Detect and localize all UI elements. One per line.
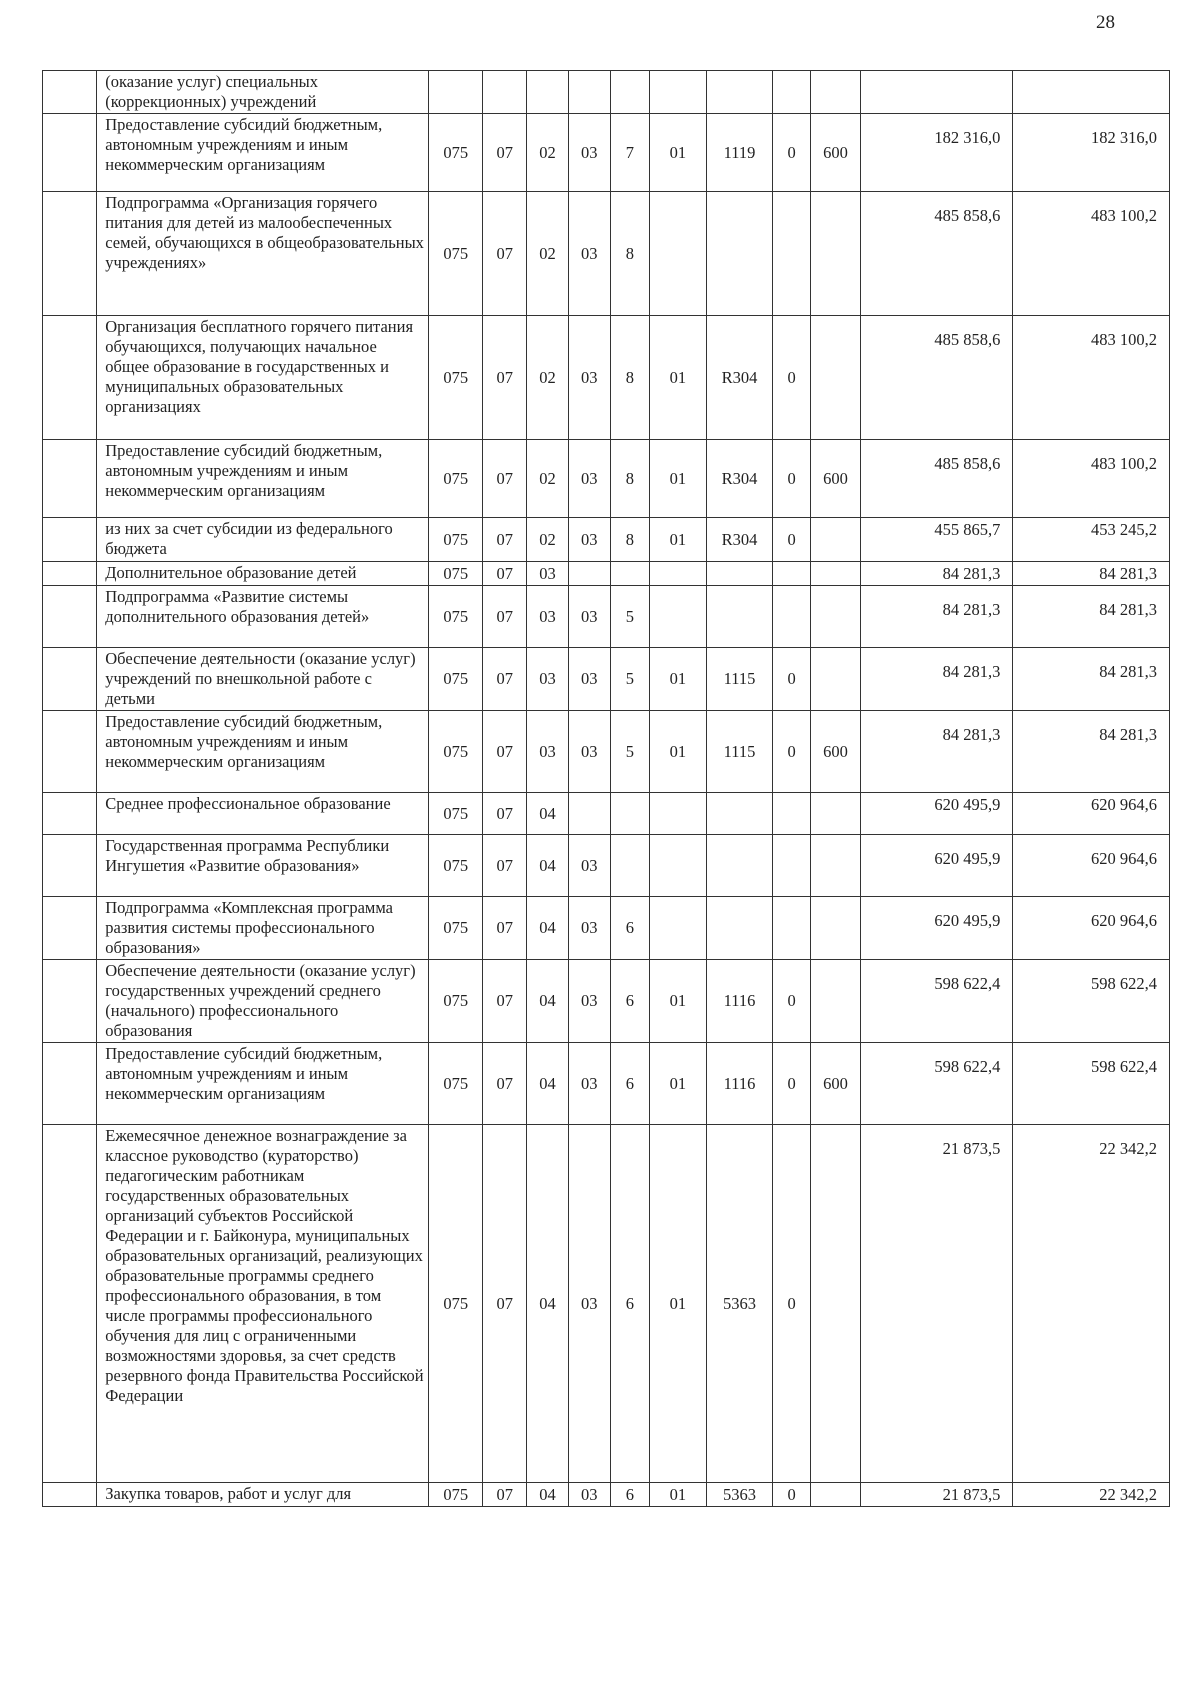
code-cell: R304 xyxy=(706,440,773,518)
amount-cell-1: 598 622,4 xyxy=(861,960,1013,1043)
code-cell: 07 xyxy=(483,711,527,793)
amount-cell-1: 620 495,9 xyxy=(861,897,1013,960)
amount-cell-1: 21 873,5 xyxy=(861,1125,1013,1483)
code-cell: 01 xyxy=(650,1043,706,1125)
table-row xyxy=(43,586,1170,648)
code-cell xyxy=(773,835,811,897)
amount-cell-2: 620 964,6 xyxy=(1013,793,1170,835)
item-name-cell: Организация бесплатного горячего питания обучающихся, получающих начальное общее образование в государственных и муниципальных образовательных организациях xyxy=(97,316,429,440)
code-cell xyxy=(773,71,811,114)
code-cell: 075 xyxy=(429,1043,483,1125)
code-cell: 6 xyxy=(610,897,650,960)
code-cell: 03 xyxy=(568,586,610,648)
amount-cell-1: 84 281,3 xyxy=(861,648,1013,711)
table-row xyxy=(43,562,1170,586)
amount-cell-2: 483 100,2 xyxy=(1013,192,1170,316)
code-cell: 03 xyxy=(568,192,610,316)
row-number-cell xyxy=(43,1483,97,1507)
code-cell: 075 xyxy=(429,114,483,192)
amount-cell-2 xyxy=(1013,71,1170,114)
code-cell: 03 xyxy=(568,835,610,897)
row-number-cell xyxy=(43,316,97,440)
code-cell: 5363 xyxy=(706,1125,773,1483)
code-cell: 03 xyxy=(568,518,610,562)
code-cell xyxy=(650,71,706,114)
code-cell xyxy=(568,562,610,586)
code-cell xyxy=(810,897,860,960)
item-name-cell: Предоставление субсидий бюджетным, автономным учреждениям и иным некоммерческим организациям xyxy=(97,711,429,793)
code-cell: 03 xyxy=(568,960,610,1043)
page-number: 28 xyxy=(1096,12,1115,33)
code-cell xyxy=(810,71,860,114)
code-cell xyxy=(810,648,860,711)
code-cell xyxy=(810,1483,860,1507)
code-cell xyxy=(706,562,773,586)
code-cell xyxy=(810,793,860,835)
code-cell: 03 xyxy=(568,114,610,192)
code-cell: 075 xyxy=(429,648,483,711)
code-cell: 075 xyxy=(429,586,483,648)
code-cell: 1115 xyxy=(706,648,773,711)
code-cell: 0 xyxy=(773,711,811,793)
amount-cell-1: 455 865,7 xyxy=(861,518,1013,562)
code-cell: 1119 xyxy=(706,114,773,192)
amount-cell-1 xyxy=(861,71,1013,114)
code-cell: 1115 xyxy=(706,711,773,793)
code-cell: 075 xyxy=(429,897,483,960)
amount-cell-2: 84 281,3 xyxy=(1013,586,1170,648)
code-cell: 0 xyxy=(773,316,811,440)
row-number-cell xyxy=(43,897,97,960)
item-name-cell: Ежемесячное денежное вознаграждение за классное руководство (кураторство) педагогическим работникам государственных образовательных организаций субъектов Российской Федерации и г. Байконура, муниципальных образовательных организаций, реализующих образовательные программы среднего профессионального образования, в том числе программы профессионального обучения для лиц с ограниченными возможностями здоровья, за счет средств резервного фонда Правительства Российской Федерации xyxy=(97,1125,429,1483)
code-cell xyxy=(810,518,860,562)
code-cell: 8 xyxy=(610,316,650,440)
code-cell xyxy=(706,71,773,114)
code-cell xyxy=(610,71,650,114)
row-number-cell xyxy=(43,711,97,793)
code-cell: 600 xyxy=(810,711,860,793)
code-cell: 075 xyxy=(429,793,483,835)
item-name-cell: Предоставление субсидий бюджетным, автономным учреждениям и иным некоммерческим организациям xyxy=(97,440,429,518)
code-cell xyxy=(810,586,860,648)
code-cell: 07 xyxy=(483,586,527,648)
row-number-cell xyxy=(43,71,97,114)
code-cell: 7 xyxy=(610,114,650,192)
code-cell: 03 xyxy=(568,897,610,960)
code-cell: 02 xyxy=(527,316,569,440)
item-name-cell: Дополнительное образование детей xyxy=(97,562,429,586)
code-cell: 02 xyxy=(527,440,569,518)
code-cell: 6 xyxy=(610,1125,650,1483)
code-cell: 0 xyxy=(773,1125,811,1483)
item-name-cell: Подпрограмма «Организация горячего питания для детей из малообеспеченных семей, обучающихся в общеобразовательных учреждениях» xyxy=(97,192,429,316)
code-cell: 1116 xyxy=(706,960,773,1043)
row-number-cell xyxy=(43,1125,97,1483)
amount-cell-2: 598 622,4 xyxy=(1013,1043,1170,1125)
amount-cell-2: 483 100,2 xyxy=(1013,316,1170,440)
table-row xyxy=(43,835,1170,897)
code-cell xyxy=(706,793,773,835)
amount-cell-2: 598 622,4 xyxy=(1013,960,1170,1043)
amount-cell-1: 485 858,6 xyxy=(861,440,1013,518)
code-cell: 02 xyxy=(527,192,569,316)
code-cell xyxy=(610,562,650,586)
table-row xyxy=(43,648,1170,711)
code-cell: 8 xyxy=(610,518,650,562)
amount-cell-2: 84 281,3 xyxy=(1013,562,1170,586)
row-number-cell xyxy=(43,1043,97,1125)
amount-cell-2: 84 281,3 xyxy=(1013,648,1170,711)
amount-cell-1: 84 281,3 xyxy=(861,586,1013,648)
item-name-cell: (оказание услуг) специальных (коррекционных) учреждений xyxy=(97,71,429,114)
code-cell: 04 xyxy=(527,1043,569,1125)
item-name-cell: Обеспечение деятельности (оказание услуг) государственных учреждений среднего (начального) профессионального образования xyxy=(97,960,429,1043)
code-cell: 01 xyxy=(650,440,706,518)
code-cell: 0 xyxy=(773,440,811,518)
code-cell: 5 xyxy=(610,586,650,648)
code-cell xyxy=(810,562,860,586)
item-name-cell: Предоставление субсидий бюджетным, автономным учреждениям и иным некоммерческим организациям xyxy=(97,1043,429,1125)
code-cell xyxy=(610,793,650,835)
amount-cell-2: 22 342,2 xyxy=(1013,1483,1170,1507)
row-number-cell xyxy=(43,648,97,711)
code-cell: 8 xyxy=(610,440,650,518)
code-cell: 075 xyxy=(429,835,483,897)
amount-cell-2: 453 245,2 xyxy=(1013,518,1170,562)
table-row xyxy=(43,793,1170,835)
row-number-cell xyxy=(43,192,97,316)
code-cell: 07 xyxy=(483,835,527,897)
amount-cell-2: 182 316,0 xyxy=(1013,114,1170,192)
code-cell: 075 xyxy=(429,192,483,316)
code-cell xyxy=(527,71,569,114)
row-number-cell xyxy=(43,960,97,1043)
code-cell: 01 xyxy=(650,316,706,440)
code-cell: 03 xyxy=(568,1483,610,1507)
table-row xyxy=(43,1125,1170,1483)
code-cell: 07 xyxy=(483,192,527,316)
code-cell: 0 xyxy=(773,114,811,192)
code-cell: 1116 xyxy=(706,1043,773,1125)
code-cell: 07 xyxy=(483,648,527,711)
code-cell: 03 xyxy=(568,316,610,440)
code-cell: 07 xyxy=(483,114,527,192)
item-name-cell: Государственная программа Республики Ингушетия «Развитие образования» xyxy=(97,835,429,897)
table-row xyxy=(43,518,1170,562)
code-cell: 07 xyxy=(483,897,527,960)
code-cell: 07 xyxy=(483,1483,527,1507)
code-cell: 01 xyxy=(650,960,706,1043)
code-cell: 07 xyxy=(483,793,527,835)
item-name-cell: Закупка товаров, работ и услуг для xyxy=(97,1483,429,1507)
amount-cell-1: 182 316,0 xyxy=(861,114,1013,192)
amount-cell-2: 84 281,3 xyxy=(1013,711,1170,793)
code-cell xyxy=(650,793,706,835)
amount-cell-1: 620 495,9 xyxy=(861,793,1013,835)
row-number-cell xyxy=(43,114,97,192)
code-cell: 0 xyxy=(773,1483,811,1507)
table-row xyxy=(43,711,1170,793)
code-cell: 8 xyxy=(610,192,650,316)
amount-cell-1: 84 281,3 xyxy=(861,711,1013,793)
table-row xyxy=(43,316,1170,440)
code-cell: 075 xyxy=(429,1483,483,1507)
code-cell: 600 xyxy=(810,440,860,518)
amount-cell-2: 483 100,2 xyxy=(1013,440,1170,518)
code-cell xyxy=(773,897,811,960)
code-cell: 03 xyxy=(527,586,569,648)
code-cell: 01 xyxy=(650,1483,706,1507)
table-row xyxy=(43,1483,1170,1507)
code-cell: 6 xyxy=(610,1043,650,1125)
code-cell: 03 xyxy=(568,1125,610,1483)
code-cell: 04 xyxy=(527,897,569,960)
code-cell xyxy=(810,835,860,897)
code-cell: 03 xyxy=(568,440,610,518)
code-cell xyxy=(429,71,483,114)
item-name-cell: Подпрограмма «Комплексная программа развития системы профессионального образования» xyxy=(97,897,429,960)
table-row xyxy=(43,440,1170,518)
code-cell xyxy=(706,192,773,316)
code-cell: 075 xyxy=(429,960,483,1043)
code-cell: 0 xyxy=(773,1043,811,1125)
code-cell xyxy=(568,71,610,114)
code-cell: 600 xyxy=(810,114,860,192)
code-cell xyxy=(773,192,811,316)
row-number-cell xyxy=(43,518,97,562)
code-cell: 07 xyxy=(483,1125,527,1483)
amount-cell-1: 485 858,6 xyxy=(861,192,1013,316)
code-cell: 5363 xyxy=(706,1483,773,1507)
code-cell xyxy=(706,835,773,897)
code-cell: 0 xyxy=(773,648,811,711)
budget-table xyxy=(42,70,1170,1507)
code-cell xyxy=(706,586,773,648)
code-cell: 01 xyxy=(650,1125,706,1483)
code-cell xyxy=(650,586,706,648)
code-cell: R304 xyxy=(706,518,773,562)
code-cell: 075 xyxy=(429,1125,483,1483)
code-cell: 0 xyxy=(773,960,811,1043)
code-cell: 01 xyxy=(650,518,706,562)
code-cell: 04 xyxy=(527,1483,569,1507)
code-cell xyxy=(810,316,860,440)
code-cell xyxy=(650,897,706,960)
code-cell: 01 xyxy=(650,711,706,793)
code-cell: 04 xyxy=(527,1125,569,1483)
code-cell xyxy=(810,960,860,1043)
code-cell: 03 xyxy=(568,1043,610,1125)
code-cell: 02 xyxy=(527,518,569,562)
row-number-cell xyxy=(43,440,97,518)
item-name-cell: Подпрограмма «Развитие системы дополнительного образования детей» xyxy=(97,586,429,648)
item-name-cell: из них за счет субсидии из федерального бюджета xyxy=(97,518,429,562)
code-cell: 5 xyxy=(610,711,650,793)
amount-cell-2: 620 964,6 xyxy=(1013,835,1170,897)
code-cell: 07 xyxy=(483,562,527,586)
code-cell xyxy=(810,1125,860,1483)
amount-cell-1: 620 495,9 xyxy=(861,835,1013,897)
code-cell: 04 xyxy=(527,793,569,835)
code-cell: 075 xyxy=(429,518,483,562)
amount-cell-2: 620 964,6 xyxy=(1013,897,1170,960)
code-cell xyxy=(610,835,650,897)
code-cell xyxy=(650,562,706,586)
code-cell: 07 xyxy=(483,316,527,440)
amount-cell-1: 84 281,3 xyxy=(861,562,1013,586)
amount-cell-1: 485 858,6 xyxy=(861,316,1013,440)
item-name-cell: Предоставление субсидий бюджетным, автономным учреждениям и иным некоммерческим организациям xyxy=(97,114,429,192)
code-cell xyxy=(810,192,860,316)
amount-cell-1: 598 622,4 xyxy=(861,1043,1013,1125)
row-number-cell xyxy=(43,793,97,835)
code-cell: 04 xyxy=(527,835,569,897)
code-cell xyxy=(773,562,811,586)
code-cell: 5 xyxy=(610,648,650,711)
table-row xyxy=(43,192,1170,316)
code-cell: 075 xyxy=(429,562,483,586)
code-cell: 07 xyxy=(483,518,527,562)
table-row xyxy=(43,960,1170,1043)
code-cell: 075 xyxy=(429,440,483,518)
code-cell xyxy=(568,793,610,835)
code-cell: 03 xyxy=(568,711,610,793)
code-cell xyxy=(483,71,527,114)
row-number-cell xyxy=(43,586,97,648)
code-cell: 03 xyxy=(527,562,569,586)
code-cell: 03 xyxy=(527,648,569,711)
code-cell: 07 xyxy=(483,440,527,518)
code-cell: 01 xyxy=(650,114,706,192)
table-row xyxy=(43,71,1170,114)
code-cell xyxy=(650,835,706,897)
code-cell: 04 xyxy=(527,960,569,1043)
code-cell xyxy=(773,586,811,648)
table-row xyxy=(43,1043,1170,1125)
table-row xyxy=(43,114,1170,192)
code-cell: 03 xyxy=(568,648,610,711)
table-row xyxy=(43,897,1170,960)
code-cell: 6 xyxy=(610,960,650,1043)
item-name-cell: Среднее профессиональное образование xyxy=(97,793,429,835)
code-cell: 6 xyxy=(610,1483,650,1507)
code-cell: 075 xyxy=(429,711,483,793)
code-cell: R304 xyxy=(706,316,773,440)
code-cell: 01 xyxy=(650,648,706,711)
code-cell: 0 xyxy=(773,518,811,562)
code-cell: 07 xyxy=(483,960,527,1043)
code-cell xyxy=(650,192,706,316)
row-number-cell xyxy=(43,562,97,586)
item-name-cell: Обеспечение деятельности (оказание услуг) учреждений по внешкольной работе с детьми xyxy=(97,648,429,711)
code-cell: 600 xyxy=(810,1043,860,1125)
amount-cell-2: 22 342,2 xyxy=(1013,1125,1170,1483)
code-cell xyxy=(706,897,773,960)
code-cell: 07 xyxy=(483,1043,527,1125)
code-cell: 03 xyxy=(527,711,569,793)
code-cell xyxy=(773,793,811,835)
row-number-cell xyxy=(43,835,97,897)
amount-cell-1: 21 873,5 xyxy=(861,1483,1013,1507)
code-cell: 075 xyxy=(429,316,483,440)
code-cell: 02 xyxy=(527,114,569,192)
